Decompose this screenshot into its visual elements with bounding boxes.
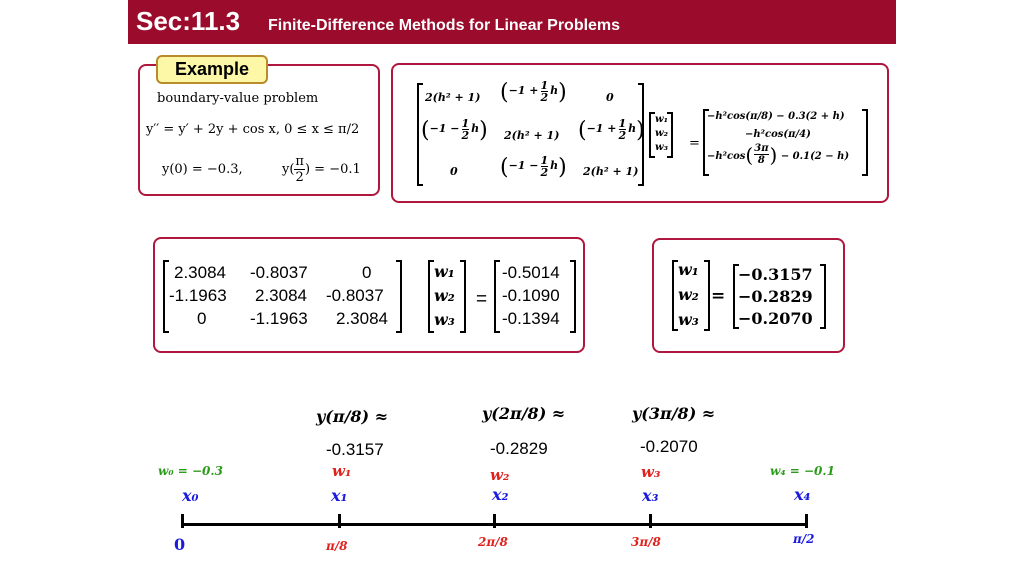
sol-value-3: −0.2070 <box>738 309 813 328</box>
num-w-right-bracket <box>460 260 466 333</box>
num-r3c2: -1.1963 <box>250 309 308 328</box>
num-r3c3: 2.3084 <box>336 309 388 328</box>
tick-label-1: π/8 <box>326 539 348 553</box>
sym-r3c2: (−1 − $\frac{1}{2}$ h) <box>500 154 567 180</box>
sym-r3c2-post: h <box>550 159 559 172</box>
x3-label: x₃ <box>642 486 659 505</box>
tick-3 <box>649 514 652 528</box>
num-r1c2: -0.8037 <box>250 263 308 282</box>
approx-value-2: -0.2829 <box>490 439 548 458</box>
num-w1: w₁ <box>434 262 455 281</box>
sol-value-1: −0.3157 <box>738 265 813 284</box>
w2-label: w₂ <box>490 466 510 484</box>
tick-2 <box>493 514 496 528</box>
sym-r1c2: (−1 + $\frac{1}{2}$ h) <box>500 79 567 105</box>
sym-r1c1: 2(h² + 1) <box>425 91 481 104</box>
sym-rhs-right-bracket <box>862 109 868 176</box>
sym-r2c3: (−1 + $\frac{1}{2}$ h) <box>578 117 645 143</box>
sym-r1c2-den: 2 <box>540 91 549 104</box>
bc-right <box>282 154 361 185</box>
approx-label-2: y(2π/8) ≈ <box>482 404 566 423</box>
sym-r2c3-post: h <box>628 122 637 135</box>
tick-label-4: π/2 <box>793 532 815 546</box>
approx-value-1: -0.3157 <box>326 440 384 459</box>
sol-value-2: −0.2829 <box>738 287 813 306</box>
sym-rhs2: −h²cos(π/4) <box>745 129 811 140</box>
num-r2c2: 2.3084 <box>255 286 307 305</box>
num-r1c1: 2.3084 <box>174 263 226 282</box>
tick-label-0: 0 <box>174 535 186 554</box>
sym-r2c3-den: 2 <box>618 129 627 142</box>
num-w2: w₂ <box>434 286 455 305</box>
sym-rhs1: −h²cos(π/8) − 0.3(2 + h) <box>707 111 845 122</box>
section-number: Sec:11.3 <box>136 6 241 36</box>
sym-r1c3: 0 <box>606 91 614 104</box>
sym-r2c3-num: 1 <box>618 117 627 130</box>
num-rhs1: -0.5014 <box>502 263 560 282</box>
x4-label: x₄ <box>794 485 811 504</box>
sym-rhs3-num: 3π <box>754 143 769 154</box>
sym-r2c1-num: 1 <box>461 117 470 130</box>
x1-label: x₁ <box>331 486 348 505</box>
bc-right-num: π <box>295 154 304 169</box>
sol-values-right-bracket <box>820 264 826 329</box>
sol-w1: w₁ <box>678 260 699 279</box>
sym-r3c2-den: 2 <box>540 166 549 179</box>
tick-label-2: 2π/8 <box>478 535 508 549</box>
num-r1c3: 0 <box>362 263 372 282</box>
example-badge: Example <box>156 55 268 84</box>
w1-label: w₁ <box>332 462 352 480</box>
sym-r3c2-num: 1 <box>540 154 549 167</box>
bc-right-post: ) = −0.1 <box>304 162 361 177</box>
w0-label: w₀ = −0.3 <box>158 464 223 478</box>
sym-r3c2-pre: −1 − <box>508 159 539 172</box>
w3-label: w₃ <box>641 463 661 481</box>
num-rhs2: -0.1090 <box>502 286 560 305</box>
approx-label-1: y(π/8) ≈ <box>316 407 389 426</box>
sol-w3: w₃ <box>678 310 699 329</box>
x0-label: x₀ <box>182 486 199 505</box>
ode-equation: y′′ = y′ + 2y + cos x, 0 ≤ x ≤ π/2 <box>146 122 360 137</box>
bc-right-den: 2 <box>295 170 304 185</box>
sym-w3: w₃ <box>655 142 668 153</box>
section-header <box>128 0 896 44</box>
num-rhs3: -0.1394 <box>502 309 560 328</box>
sym-r2c1: (−1 − $\frac{1}{2}$ h) <box>421 117 488 143</box>
section-title: Finite-Difference Methods for Linear Problems <box>268 17 621 34</box>
sol-equals: = <box>711 286 726 306</box>
sym-r2c1-pre: −1 − <box>429 122 460 135</box>
bc-right-pre: y( <box>282 162 295 177</box>
sol-w2: w₂ <box>678 285 699 304</box>
num-matrix-right-bracket <box>396 260 402 333</box>
approx-label-3: y(3π/8) ≈ <box>632 404 716 423</box>
sym-rhs3-post: − 0.1(2 − h) <box>780 151 850 162</box>
sym-r1c2-num: 1 <box>540 79 549 92</box>
num-w3: w₃ <box>434 310 455 329</box>
sym-r2c2: 2(h² + 1) <box>504 129 560 142</box>
tick-label-3: 3π/8 <box>631 535 661 549</box>
sym-r3c1: 0 <box>450 165 458 178</box>
num-r3c1: 0 <box>197 309 207 328</box>
tick-0 <box>181 514 184 528</box>
num-r2c1: -1.1963 <box>169 286 227 305</box>
sym-rhs3-den: 8 <box>757 155 765 166</box>
approx-value-3: -0.2070 <box>640 437 698 456</box>
bc-left: y(0) = −0.3, <box>162 162 243 177</box>
sym-rhs3: −h²cos( $\frac{3\pi}{8}$ ) − 0.1(2 − h) <box>707 143 850 167</box>
sol-w-right-bracket <box>704 260 710 331</box>
num-rhs-right-bracket <box>570 260 576 333</box>
tick-1 <box>338 514 341 528</box>
num-equals: = <box>476 289 488 310</box>
w4-label: w₄ = −0.1 <box>770 464 835 478</box>
num-rhs-left-bracket <box>494 260 500 333</box>
sym-r2c1-post: h <box>471 122 480 135</box>
sym-r1c2-post: h <box>550 84 559 97</box>
sym-rhs3-pre: −h²cos <box>707 151 746 162</box>
num-r2c3: -0.8037 <box>326 286 384 305</box>
sym-r3c3: 2(h² + 1) <box>583 165 639 178</box>
sym-w2: w₂ <box>655 128 668 139</box>
bvp-label: boundary-value problem <box>157 91 319 106</box>
tick-4 <box>805 514 808 528</box>
sym-r1c2-pre: −1 + <box>508 84 539 97</box>
sym-r2c1-den: 2 <box>461 129 470 142</box>
sym-r2c3-pre: −1 + <box>586 122 617 135</box>
sym-equals: = <box>689 136 700 151</box>
sym-w1: w₁ <box>655 114 668 125</box>
x2-label: x₂ <box>492 485 509 504</box>
